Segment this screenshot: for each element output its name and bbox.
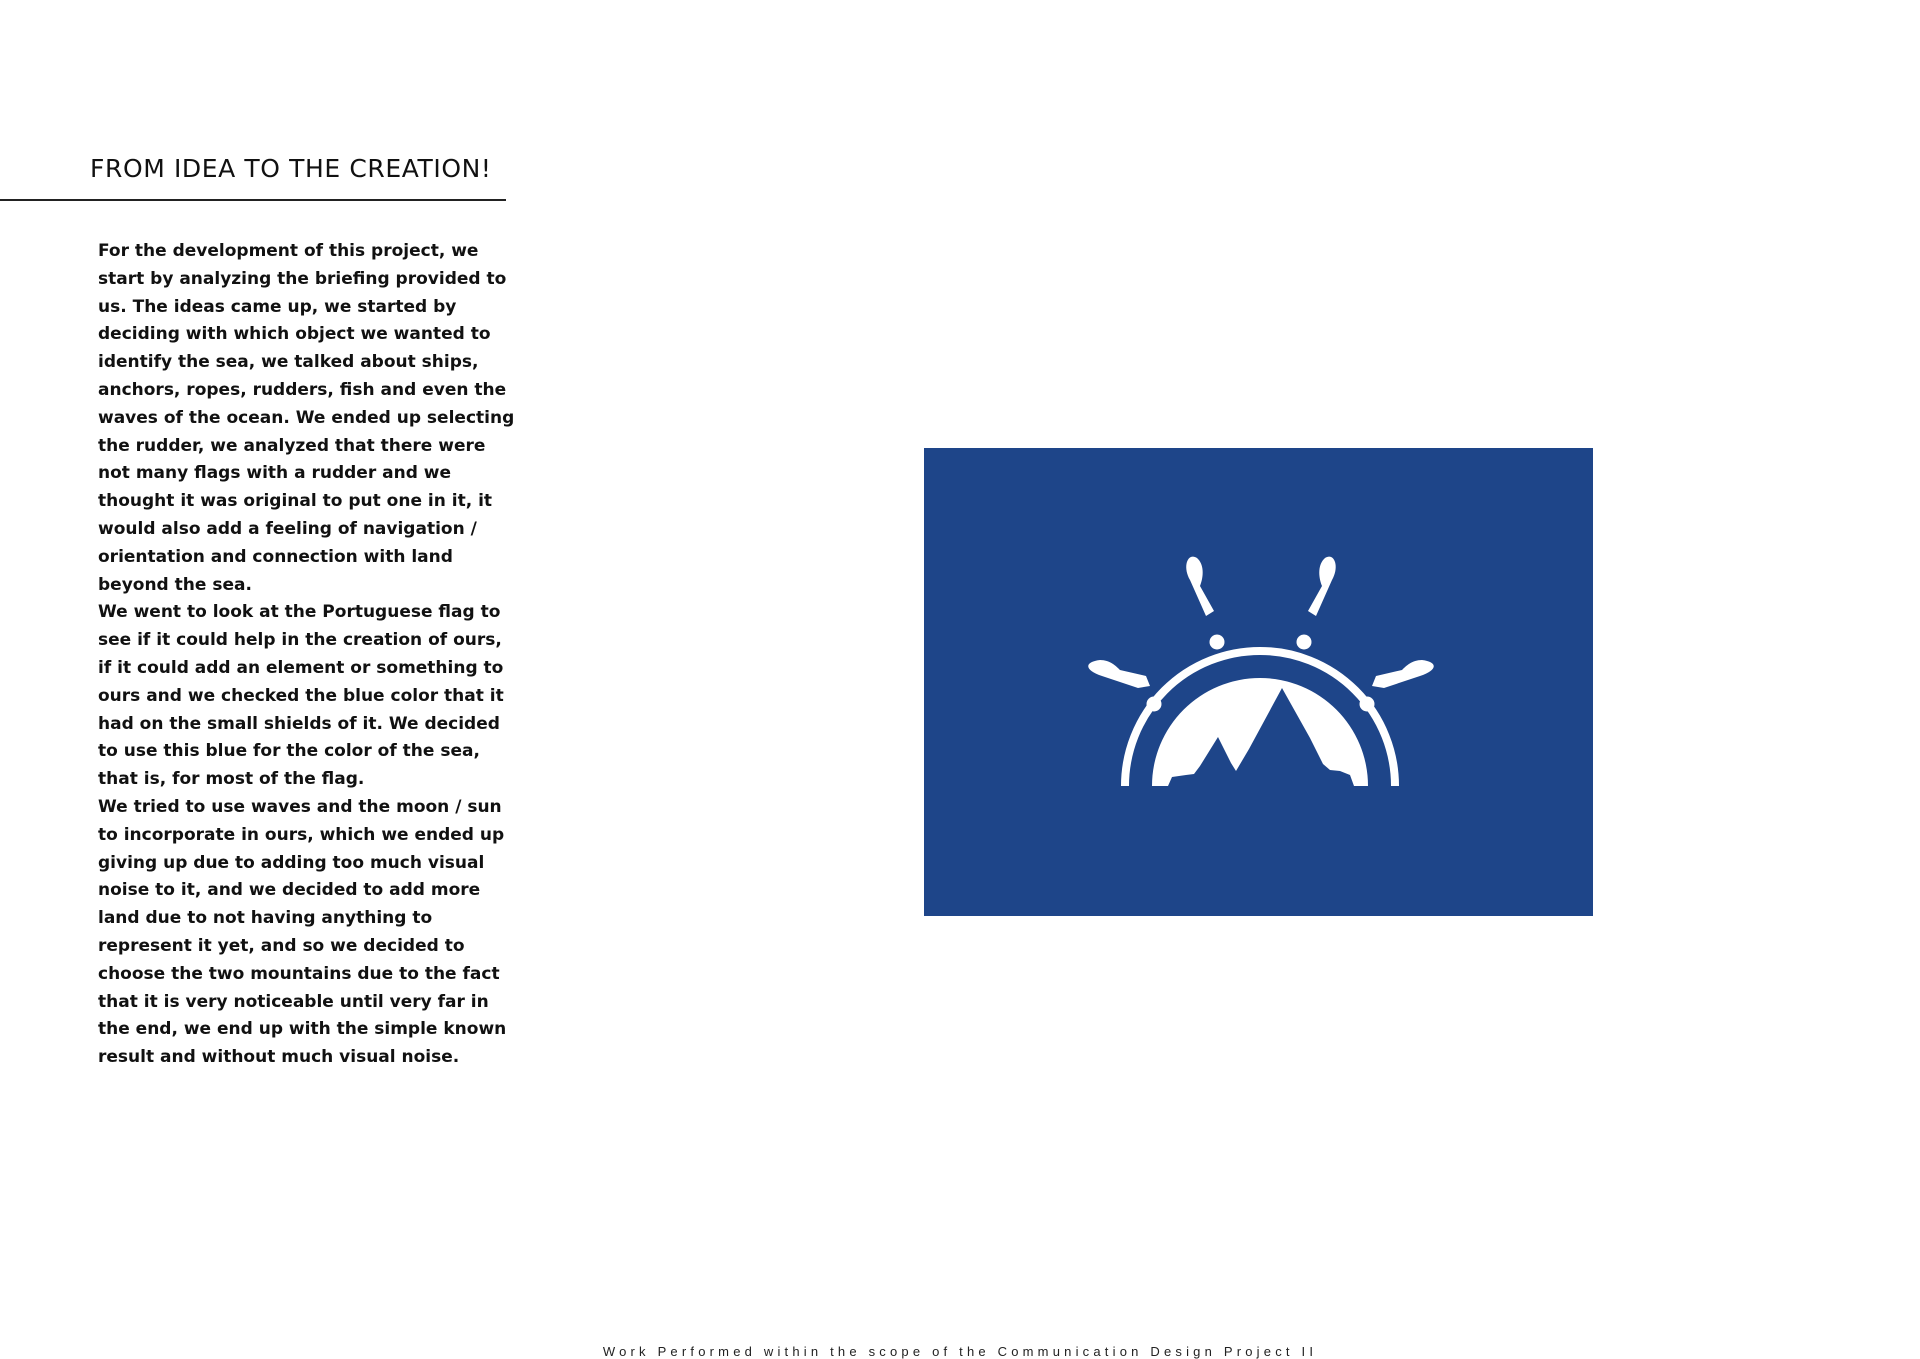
paragraph-2: We went to look at the Portuguese flag to see if it could help in the creation of ours, if it could add an element or something to ours and we checked the blue color that it had on the small shields of it. We decided to use this blue for the color of the sea, that is, for most of the flag. [98,602,504,790]
paragraph-1: For the development of this project, we start by analyzing the briefing provided to us. The ideas came up, we started by deciding with which object we wanted to identify the sea, we talked about ships, anchors, ropes, rudders, fish and even the waves of the ocean. We ended up selecting the rudder, we analyzed that there were not many flags with a rudder and we thought it was original to put one in it, it would also add a feeling of navigation / orientation and connection with land beyond the sea. [98,241,515,595]
paragraph-3: We tried to use waves and the moon / sun to incorporate in ours, which we ended up giving up due to adding too much visual noise to it, and we decided to add more land due to not having anything to represent it yet, and so we decided to choose the two mountains due to the fact that it is very noticeable until very far in the end, we end up with the simple known result and without much visual noise. [98,796,507,1068]
flag-image [924,448,1593,916]
ship-wheel-with-mountains-icon [924,448,1593,916]
title-divider [0,199,506,201]
page-title: FROM IDEA TO THE CREATION! [90,154,492,183]
body-text [98,238,518,1072]
wheel-handles [1088,557,1434,688]
footer-credit: Work Performed within the scope of the Communication Design Project II [602,1344,1318,1359]
mountain-dome [1152,678,1368,786]
